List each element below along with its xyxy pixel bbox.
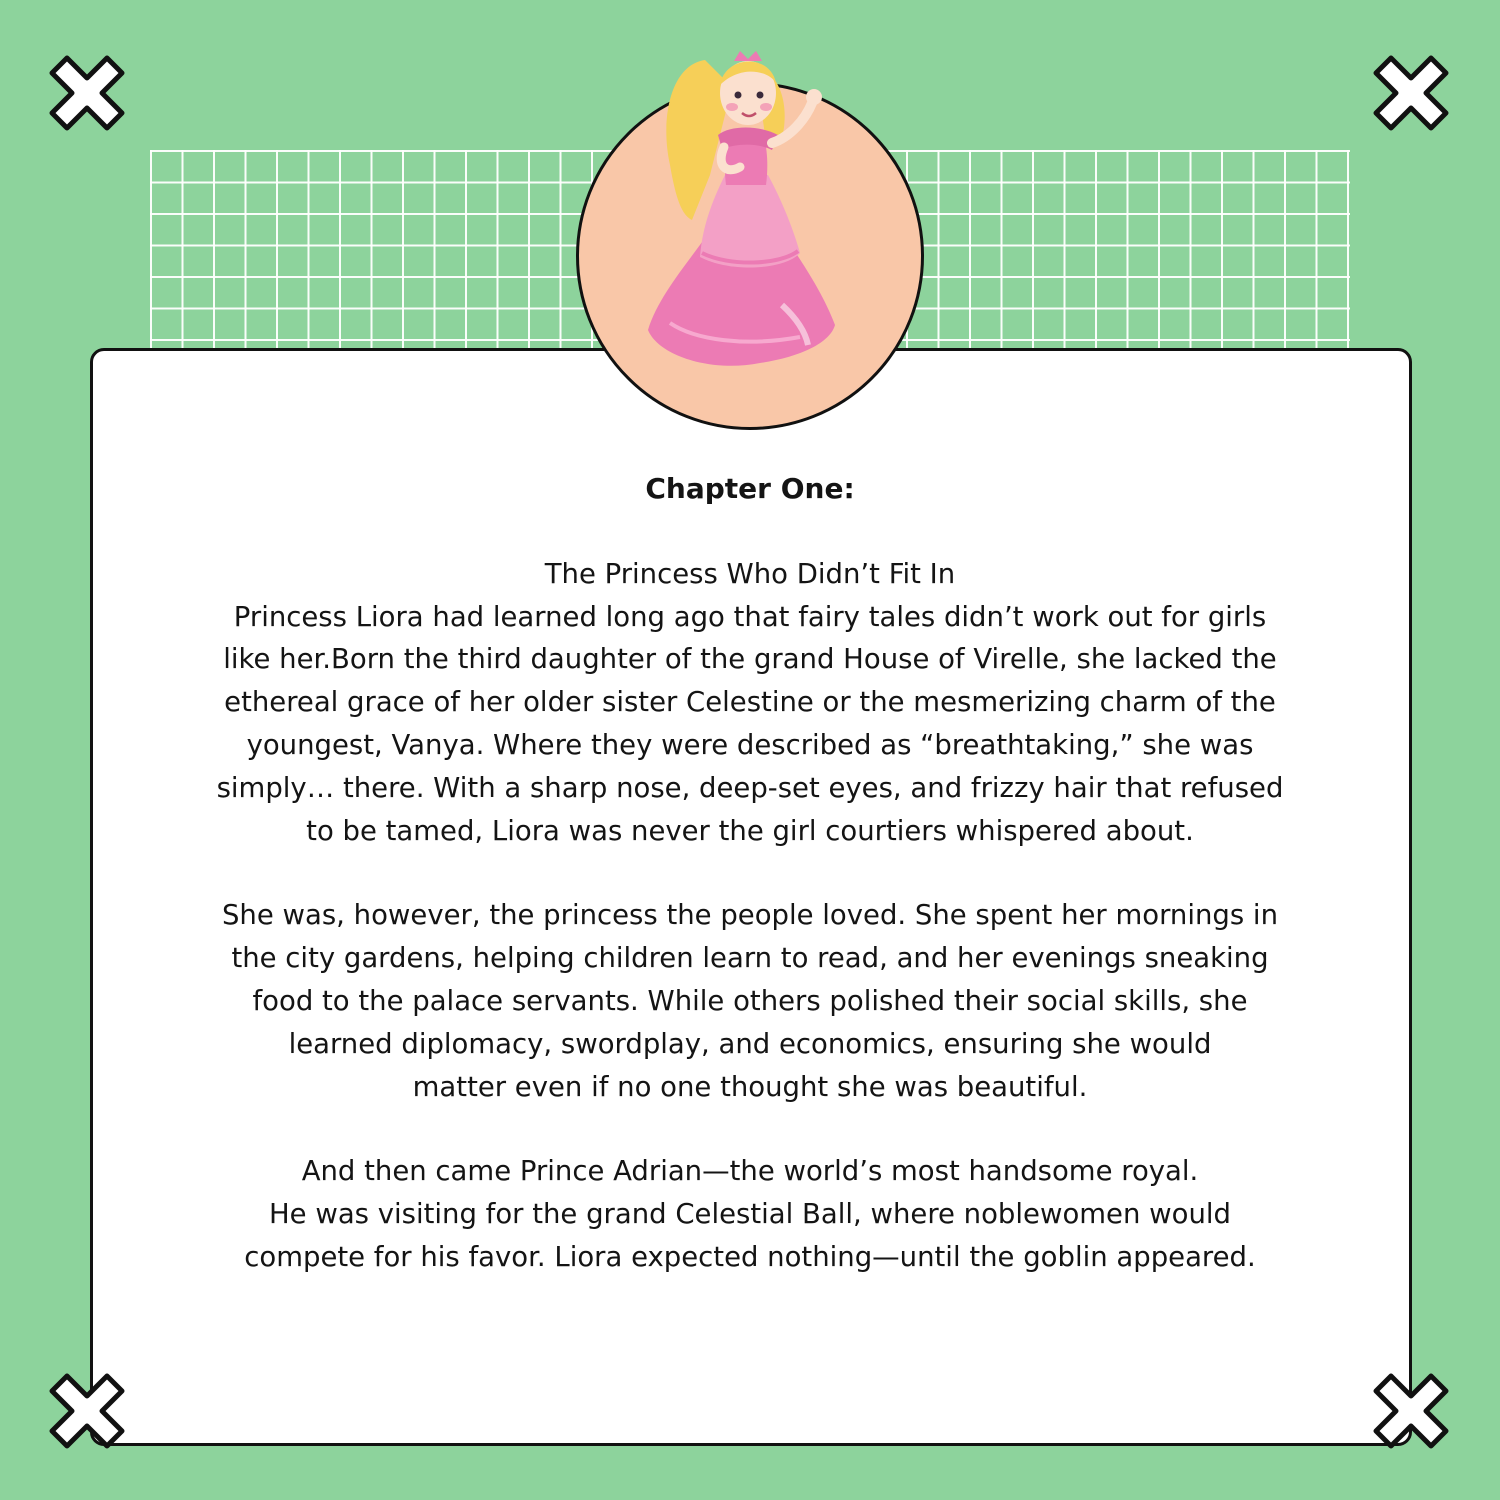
chapter-title: Chapter One:	[645, 472, 855, 505]
text-line: And then came Prince Adrian—the world’s most handsome royal.	[301, 1155, 1199, 1188]
paragraph-2	[120, 894, 1380, 1108]
paragraph-3	[120, 1150, 1380, 1278]
text-line: ethereal grace of her older sister Celestine or the mesmerizing charm of the	[224, 686, 1276, 719]
text-line: simply… there. With a sharp nose, deep-set eyes, and frizzy hair that refused	[216, 771, 1284, 804]
text-line: He was visiting for the grand Celestial Ball, where noblewomen would	[268, 1198, 1231, 1231]
x-mark-icon	[1366, 48, 1456, 138]
x-mark-icon	[42, 1366, 132, 1456]
text-line: compete for his favor. Liora expected nothing—until the goblin appeared.	[244, 1240, 1256, 1273]
chapter-text	[120, 468, 1380, 1279]
text-line: to be tamed, Liora was never the girl courtiers whispered about.	[306, 814, 1194, 847]
princess-illustration	[600, 25, 900, 385]
text-line: youngest, Vanya. Where they were described as “breathtaking,” she was	[246, 728, 1254, 761]
text-line: matter even if no one thought she was beautiful.	[412, 1070, 1088, 1103]
text-line: learned diplomacy, swordplay, and economics, ensuring she would	[288, 1027, 1212, 1060]
text-line: the city gardens, helping children learn to read, and her evenings sneaking	[231, 942, 1269, 975]
x-mark-icon	[1366, 1366, 1456, 1456]
text-line: like her.Born the third daughter of the grand House of Virelle, she lacked the	[223, 643, 1277, 676]
x-mark-icon	[42, 48, 132, 138]
text-line: She was, however, the princess the people loved. She spent her mornings in	[221, 899, 1279, 932]
text-line: Princess Liora had learned long ago that fairy tales didn’t work out for girls	[233, 600, 1267, 633]
text-line: food to the palace servants. While others polished their social skills, she	[252, 984, 1248, 1017]
chapter-subtitle: The Princess Who Didn’t Fit In	[544, 557, 956, 590]
paragraph-1	[120, 553, 1380, 853]
